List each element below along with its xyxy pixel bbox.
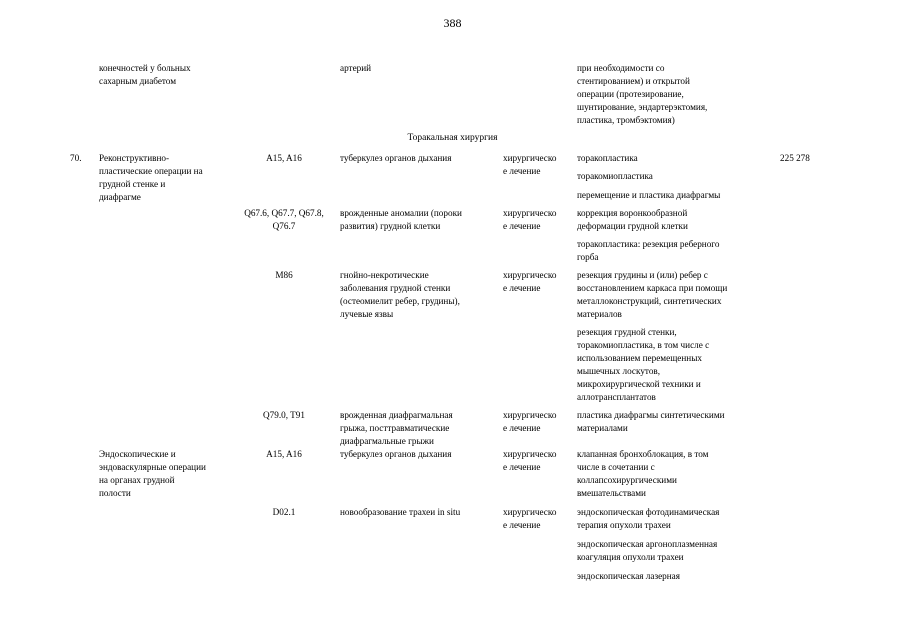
row-price-cell: 225 278 [780,153,810,163]
patient-model-cell: туберкулез органов дыхания [340,153,452,163]
method-cell: перемещение и пластика диафрагмы [577,190,721,200]
patient-model-cell: новообразование трахеи in situ [340,507,461,517]
method-cell: пластика диафрагмы синтетическими материалами [577,410,725,433]
mkb-code-cell: Q67.6, Q67.7, Q67.8, Q76.7 [244,208,324,231]
row-name-cell: Эндоскопические и эндоваскулярные операции на органах грудной полости [99,449,206,498]
method-cell: эндоскопическая аргоноплазменная коагуляция опухоли трахеи [577,539,718,562]
method-cell: резекция грудной стенки, торакомиопластика, в том числе с использованием перемещенных мышечных лоскутов, микрохирургической техники и аллотрансплантатов [577,327,710,402]
mkb-code-cell: A15, A16 [266,449,302,459]
method-cell: эндоскопическая лазерная [577,571,680,581]
top-name-cell: конечностей у больных сахарным диабетом [99,63,191,86]
treatment-type-cell: хирургическо е лечение [503,208,557,231]
method-cell: торакопластика [577,153,638,163]
patient-model-cell: туберкулез органов дыхания [340,449,452,459]
section-title: Торакальная хирургия [407,133,498,143]
treatment-type-cell: хирургическо е лечение [503,410,557,433]
top-method-cell: при необходимости со стентированием) и открытой операции (протезирование, шунтирование, эндартерэктомия, пластика, тромбэктомия) [577,63,708,125]
method-cell: коррекция воронкообразной деформации грудной клетки [577,208,688,231]
method-cell: эндоскопическая фотодинамическая терапия опухоли трахеи [577,507,720,530]
row-name-cell: Реконструктивно- пластические операции на грудной стенке и диафрагме [99,153,203,202]
treatment-type-cell: хирургическо е лечение [503,449,557,472]
patient-model-cell: врожденная диафрагмальная грыжа, посттравматические диафрагмальные грыжи [340,410,453,446]
mkb-code-cell: Q79.0, T91 [263,410,305,420]
method-cell: клапанная бронхоблокация, в том числе в сочетании с коллапсохирургическими вмешательствами [577,449,709,498]
mkb-code-cell: A15, A16 [266,153,302,163]
patient-model-cell: гнойно-некротические заболевания грудной стенки (остеомиелит ребер, грудины), лучевые язвы [340,270,460,319]
treatment-type-cell: хирургическо е лечение [503,507,557,530]
top-patient-cell: артерий [340,63,372,73]
mkb-code-cell: D02.1 [272,507,296,517]
page-number: 388 [443,16,462,30]
treatment-type-cell: хирургическо е лечение [503,153,557,176]
method-cell: торакомиопластика [577,171,653,181]
treatment-type-cell: хирургическо е лечение [503,270,557,293]
method-cell: торакопластика: резекция реберного горба [577,239,720,262]
patient-model-cell: врожденные аномалии (пороки развития) грудной клетки [340,208,462,231]
row-number: 70. [70,153,82,163]
mkb-code-cell: M86 [275,270,293,280]
method-cell: резекция грудины и (или) ребер с восстановлением каркаса при помощи металлоконструкций, синтетических материалов [577,270,728,319]
